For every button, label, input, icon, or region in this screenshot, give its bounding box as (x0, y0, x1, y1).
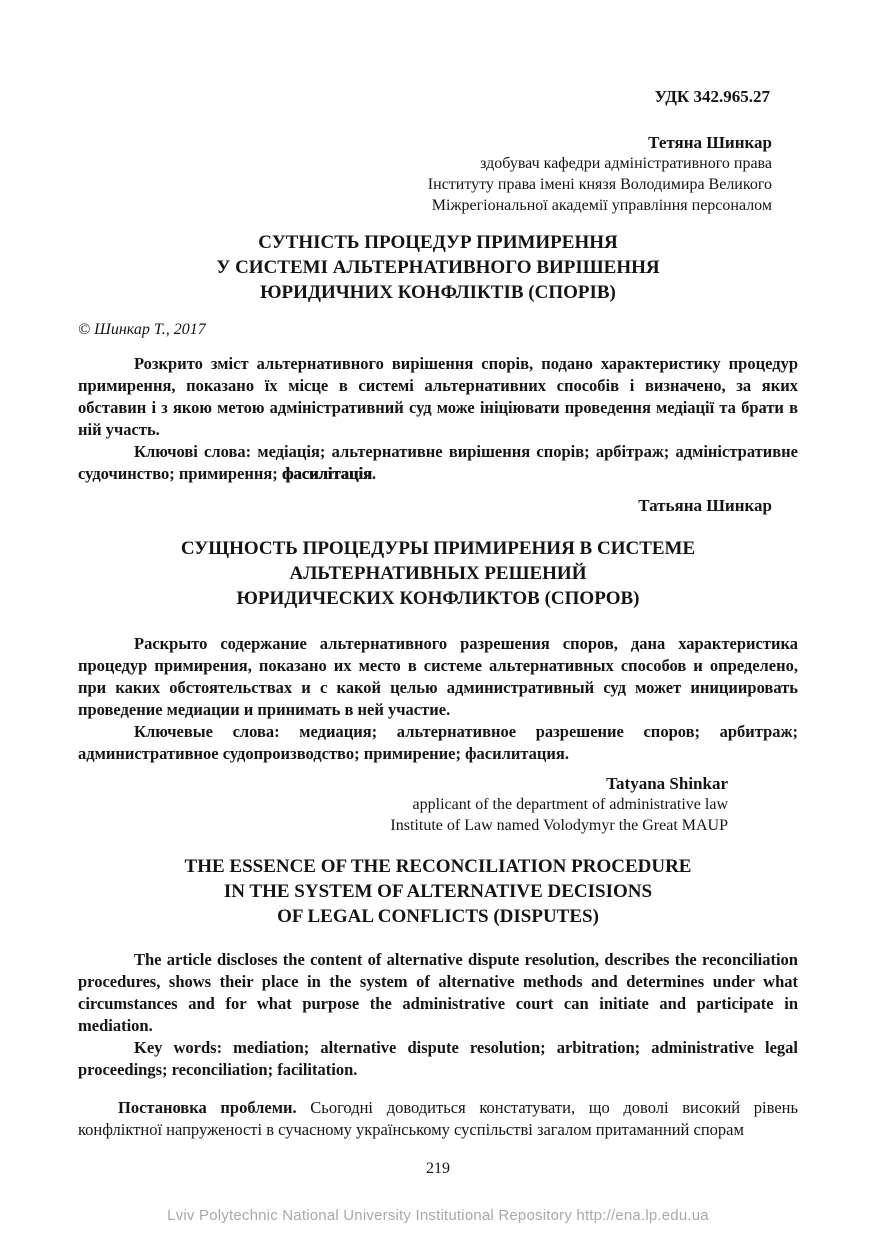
article-title-en-line: IN THE SYSTEM OF ALTERNATIVE DECISIONS (223, 881, 653, 902)
article-title-uk (78, 230, 798, 305)
keywords-label-uk: Ключові слова: (134, 442, 252, 461)
affiliation-line-en: applicant of the department of administrative law (412, 796, 728, 813)
author-block-en (78, 773, 798, 836)
keywords-en (78, 1037, 798, 1081)
keywords-uk (78, 441, 798, 485)
repository-footer: Lviv Polytechnic National University Institutional Repository http://ena.lp.edu.ua (167, 1207, 709, 1224)
author-name-uk: Тетяна Шинкар (648, 133, 772, 152)
keywords-label-ru: Ключевые слова: (134, 722, 280, 741)
affiliation-line-uk: Міжрегіональної академії управління персоналом (431, 197, 772, 214)
author-name-en: Tatyana Shinkar (606, 774, 728, 793)
affiliation-line-uk: Інституту права імені князя Володимира Великого (427, 176, 772, 193)
intro-paragraph (78, 1097, 798, 1141)
article-title-uk-line: У СИСТЕМІ АЛЬТЕРНАТИВНОГО ВИРІШЕННЯ (216, 257, 660, 278)
author-block-uk (78, 132, 798, 216)
article-title-en-line: OF LEGAL CONFLICTS (DISPUTES) (277, 906, 599, 927)
keywords-ru (78, 721, 798, 765)
udc-number: УДК 342.965.27 (654, 87, 770, 106)
intro-paragraph-lead: Постановка проблеми. (118, 1098, 297, 1117)
article-title-ru-line: АЛЬТЕРНАТИВНЫХ РЕШЕНИЙ (289, 563, 587, 584)
author-name-ru: Татьяна Шинкар (638, 496, 772, 515)
affiliation-line-uk: здобувач кафедри адміністративного права (480, 155, 772, 172)
keywords-text-ru: медиация; альтернативное разрешение споров; арбитраж; административное судопроизводство; примирение; фасилитация. (78, 722, 798, 763)
affiliation-line-en: Institute of Law named Volodymyr the Great MAUP (390, 817, 728, 834)
intro-paragraph-text: Сьогодні доводиться констатувати, що доволі високий рівень конфліктної напруженості в сучасному українському суспільстві загалом притаманний спорам (78, 1098, 798, 1139)
keywords-text-uk: медіація; альтернативне вирішення спорів; арбітраж; адміністративне судочинство; примирення; (78, 442, 798, 483)
abstract-uk: Розкрито зміст альтернативного вирішення спорів, подано характеристику процедур примирення, показано їх місце в системі альтернативних способів і визначено, за яких обставин і з якою метою адміністративний суд може ініціювати проведення медіації та брати в ній участь. (78, 354, 798, 439)
keywords-emphasis-uk: фасилітація (281, 464, 372, 483)
article-title-uk-line: ЮРИДИЧНИХ КОНФЛІКТІВ (СПОРІВ) (260, 282, 616, 303)
article-title-ru-line: ЮРИДИЧЕСКИХ КОНФЛИКТОВ (СПОРОВ) (236, 588, 640, 609)
copyright-line: © Шинкар Т., 2017 (78, 321, 206, 338)
article-title-ru (78, 536, 798, 611)
keywords-label-en: Key words: (134, 1038, 223, 1057)
keywords-text-en: mediation; alternative dispute resolution; arbitration; administrative legal proceedings; reconciliation; facilitation. (78, 1038, 798, 1079)
article-title-ru-line: СУЩНОСТЬ ПРОЦЕДУРЫ ПРИМИРЕНИЯ В СИСТЕМЕ (180, 538, 696, 559)
page-number: 219 (426, 1160, 450, 1177)
article-title-en-line: THE ESSENCE OF THE RECONCILIATION PROCEDURE (184, 856, 692, 877)
article-title-en (78, 854, 798, 929)
abstract-ru: Раскрыто содержание альтернативного разрешения споров, дана характеристика процедур примирения, показано их место в системе альтернативных способов и определено, при каких обстоятельствах и с какой целью административный суд может инициировать проведение медиации и принимать в ней участие. (78, 634, 798, 719)
article-title-uk-line: СУТНІСТЬ ПРОЦЕДУР ПРИМИРЕННЯ (258, 232, 618, 253)
abstract-en: The article discloses the content of alternative dispute resolution, describes the reconciliation procedures, shows their place in the system of alternative methods and determines under what circumstances and for what purpose the administrative court can initiate and participate in mediation. (78, 950, 798, 1035)
keywords-period-uk: . (371, 464, 376, 483)
